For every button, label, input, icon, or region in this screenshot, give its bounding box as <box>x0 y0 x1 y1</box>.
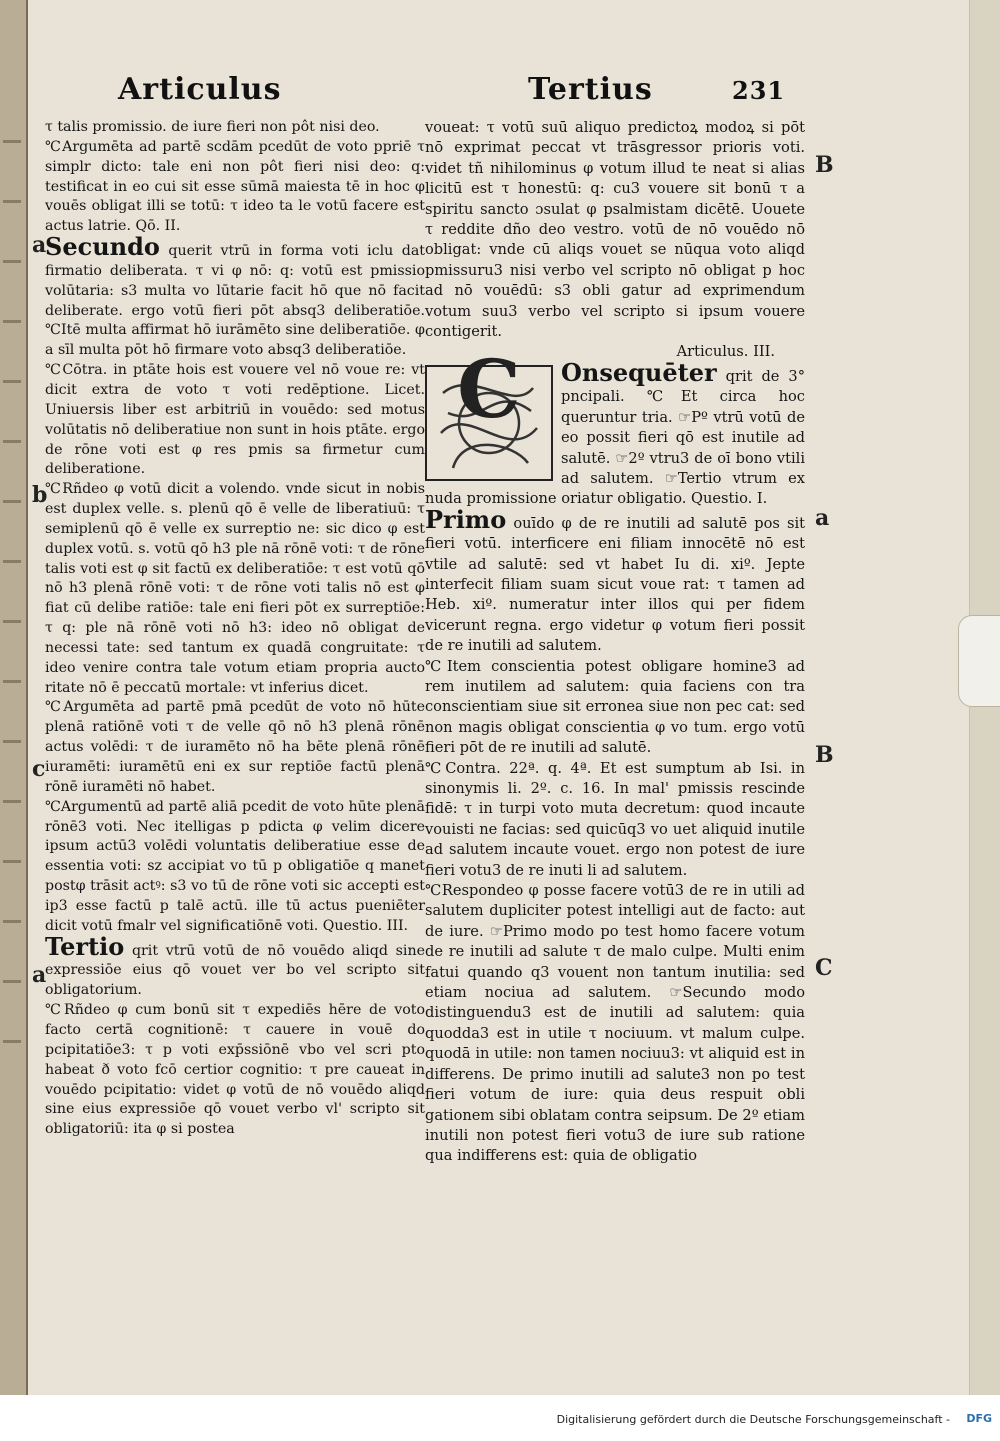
running-head-left: Articulus <box>118 72 282 107</box>
funding-notice: Digitalisierung gefördert durch die Deutsche Forschungsgemeinschaft - <box>556 1413 950 1426</box>
margin-letter: C <box>815 955 833 981</box>
margin-letter: a <box>32 962 47 988</box>
paragraph-text: ℃Argumentū ad partē aliā pcedit de voto hūte plenā rōnē3 voti. Nec itelligas p pdicta φ velim dicere ipsum actū3 volēdi voluntatis deliberatiue esse de essentia voti: sz accipiat vo tū p obligatiōe q manet postφ trāsit actꝰ: s3 vo tū de rōne voti sic accepti est ip3 esse factū p talē actū. ille tū actus pueniēter dicit votū fmalr vel significatiōnē voti. Questio. III. <box>45 798 425 934</box>
margin-letter: B <box>815 152 834 178</box>
paragraph <box>45 798 425 937</box>
paragraph-text: ℃Item conscientia potest obligare homine3 ad rem inutilem ad salutem: quia faciens con tra conscientiam siue sit erronea siue non pec cat: sed non magis obligat conscientia φ vo tum. ergo votū fieri pōt de re inutili ad salutē. <box>425 657 805 757</box>
paragraph <box>425 504 805 657</box>
margin-letter: a <box>815 505 830 531</box>
paragraph <box>45 480 425 698</box>
paragraph <box>425 657 805 759</box>
margin-letter: b <box>32 482 48 508</box>
running-head-right: Tertius <box>528 72 653 107</box>
paragraph <box>45 931 425 1002</box>
paragraph-text: ℃Respondeo φ posse facere votū3 de re in utili ad salutem dupliciter potest intelligi aut de facto: aut de iure. ☞Primo modo po test homo facere votum de re inutili ad salute τ de malo culpe. Multi enim fatui quando q3 vouent non tantum inutilia: sed etiam nociua ad salutem. ☞Secundo modo distinguendu3 est de inutili ad salutem: quia quodda3 est in utile τ nociuum. vt malum culpe. quodā in utile: non tamen nociuu3: vt aliquid est in differens. De primo inutili ad salute3 non po test fieri votum de iure: quia deus respuit obli gationem sibi oblatam contra seipsum. De 2º etiam inutili non potest fieri votu3 de iure sub ratione qua indifferens est: quia de obligatio <box>425 882 805 1165</box>
initial-letter: C <box>457 341 521 436</box>
facing-page-edge <box>0 0 28 1395</box>
paragraph-text: τ talis promissio. de iure fieri non pôt nisi deo. <box>45 119 380 135</box>
margin-letter: B <box>815 742 834 768</box>
margin-letter: a <box>32 232 47 258</box>
paragraph-text: ℃Argumēta ad partē pmā pcedūt de voto nō hūte plenā ratiōnē voti τ de velle qō nō h3 plenā rōnē actus volēdi: τ de iuramēto nō ha bēte plenā rōnē iuramēti: iuramētū eni ex sur reptiōe factū plenā rōnē iuramēti nō habet. <box>45 699 425 795</box>
paragraph <box>425 118 805 342</box>
paragraph <box>45 1001 425 1140</box>
paragraph-text: querit vtrū in forma voti iclu dat firmatio deliberata. τ vi φ nō: q: votū est pmissio volūtaria: s3 multa vo lūtarie facit hō que nō facit deliberate. ergo votū fieri pōt absq3 deliberatiōe. ℃Itē multa affirmat hō iurāmēto sine deliberatiōe. φ a sīl multa pōt hō firmare voto absq3 deliberatiōe. <box>45 243 425 359</box>
question-incipit: Secundo <box>45 232 160 262</box>
paragraph-text: ℃Rñdeo φ votū dicit a volendo. vnde sicut in nobis est duplex velle. s. plenū qō ē velle de liberatiuū: τ semiplenū qō ē velle ex surreptio ne: sic dico φ est duplex votū. s. votū qō h3 ple nā rōnē voti: τ de rōne talis voti est φ sit factū ex deliberatiōe: τ est votū qō nō h3 plenā rōnē voti: τ de rōne voti talis nō est φ fiat cū delibe ratiōe: tale eni fieri pōt ex surreptiōe: τ q: ple nā rōnē voti nō h3: ideo nō obligat de necessi tate: sed tantum ex quadā congruitate: τ ideo venire contra tale votum etiam propria aucto ritate nō ē peccatū mortale: vt inferius dicet. <box>45 481 425 696</box>
left-text-column <box>45 118 425 1140</box>
paragraph-text: qrit de 3° pncipali. ℃Et circa hoc queruntur tria. ☞Pº vtrū votū de eo possit fieri qō est inutile ad salutē. ☞2º vtru3 de oī bono vtili ad salutem. ☞Tertio vtrum ex nuda promissione oriatur obligatio. Questio. I. <box>425 367 805 508</box>
paragraph <box>45 138 425 237</box>
question-incipit: Primo <box>425 504 507 534</box>
question-incipit: Onsequēter <box>561 357 717 387</box>
paragraph-text: voueat: τ votū suū aliquo predictoꝝ modoꝝ si pōt nō exprimat peccat vt trāsgressor prioris voti. videt tñ nihilominus φ votum illud te neat si alias licitū est τ honestū: q: cu3 vouere sit bonū τ a spiritu sancto ɔsulat φ psalmistam dicētē. Uouete τ reddite dño deo vestro. votū de nō vouēdo nō obligat: vnde cū aliqs vouet se nūqua voto aliqd pmissuru3 nisi verbo vel scripto nō obligat p hoc ad nō vouēdū: s3 obli gatur ad exprimendum votum suu3 verbo vel scripto si ipsum vouere contigerit. <box>425 119 805 341</box>
decorated-initial <box>425 341 553 481</box>
paragraph-text: ouīdo φ de re inutili ad salutē pos sit fieri votū. interficere eni filiam innocētē nō est vtile ad salutē: sed vt habet Iu di. xiº. Jepte interfecit filiam suam sicut voue rat: τ tamen ad Heb. xiº. numeratur inter illos qui per fidem vicerunt regna. ergo videtur φ votum fieri possit de re inutili ad salutem. <box>425 514 805 655</box>
paragraph-text: Articulus. III. <box>676 343 775 361</box>
folio-number: 231 <box>732 76 786 105</box>
margin-letter: c <box>32 756 46 782</box>
paragraph-text: qrit vtrū votū de nō vouēdo aliqd sine expressiōe eius qō vouet ver bo vel scripto sit obligatorium. <box>45 942 425 999</box>
dfg-logo: DFG <box>966 1412 992 1425</box>
right-text-column <box>425 118 805 1167</box>
digitization-footer <box>0 1395 1000 1441</box>
paragraph <box>45 118 425 138</box>
paragraph <box>425 881 805 1167</box>
paragraph-text: ℃Cōtra. in ptāte hois est vouere vel nō voue re: vt dicit extra de voto τ voti redēptione. Licet. Uniuersis liber est arbitriū in vouēdo: sed motus volūtatis nō deliberatiue non sunt in hois ptāte. ergo de rōne voti est φ res pmis sa firmetur cum deliberatione. <box>45 362 425 478</box>
paragraph <box>45 232 425 361</box>
paragraph <box>45 698 425 797</box>
paragraph-text: ℃Argumēta ad partē scdām pcedūt de voto ppriē τ simplr dicto: tale eni non pôt fieri nisi deo: q: testificat in eo cui sit esse sūmā maiesta tē in hoc φ vouēs obligat illi se totū: τ ideo ta le votū facere est actus latrie. Qō. II. <box>45 138 425 235</box>
paragraph-text: ℃Rñdeo φ cum bonū sit τ expediēs hēre de voto facto certā cognitionē: τ cauere in vouē do pcipitatiōe3: τ p voti exp̄ssiōnē vbo vel scri pto habeat ð voto fcō certior cognitio: τ pre caueat in vouēdo pcipitatio: videt φ votū de nō vouēdo aliqd sine eius expressiōe qō vouet verbo vl' scripto sit obligatoriū: ita φ si postea <box>45 1002 425 1138</box>
question-incipit: Tertio <box>45 931 125 961</box>
paragraph-text: ℃Contra. 22ª. q. 4ª. Et est sumptum ab Isi. in sinonymis li. 2º. c. 16. In mal' pmissis rescinde fidē: τ in turpi voto muta decretum: quod incaute vouisti ne facias: sed quicūq3 vo uet aliquid inutile ad salutem incaute vouet. ergo non potest de iure fieri votu3 de re inuti li ad salutem. <box>425 759 805 879</box>
paragraph <box>45 361 425 480</box>
bookmark-tab <box>958 615 1000 707</box>
paragraph <box>425 759 805 881</box>
